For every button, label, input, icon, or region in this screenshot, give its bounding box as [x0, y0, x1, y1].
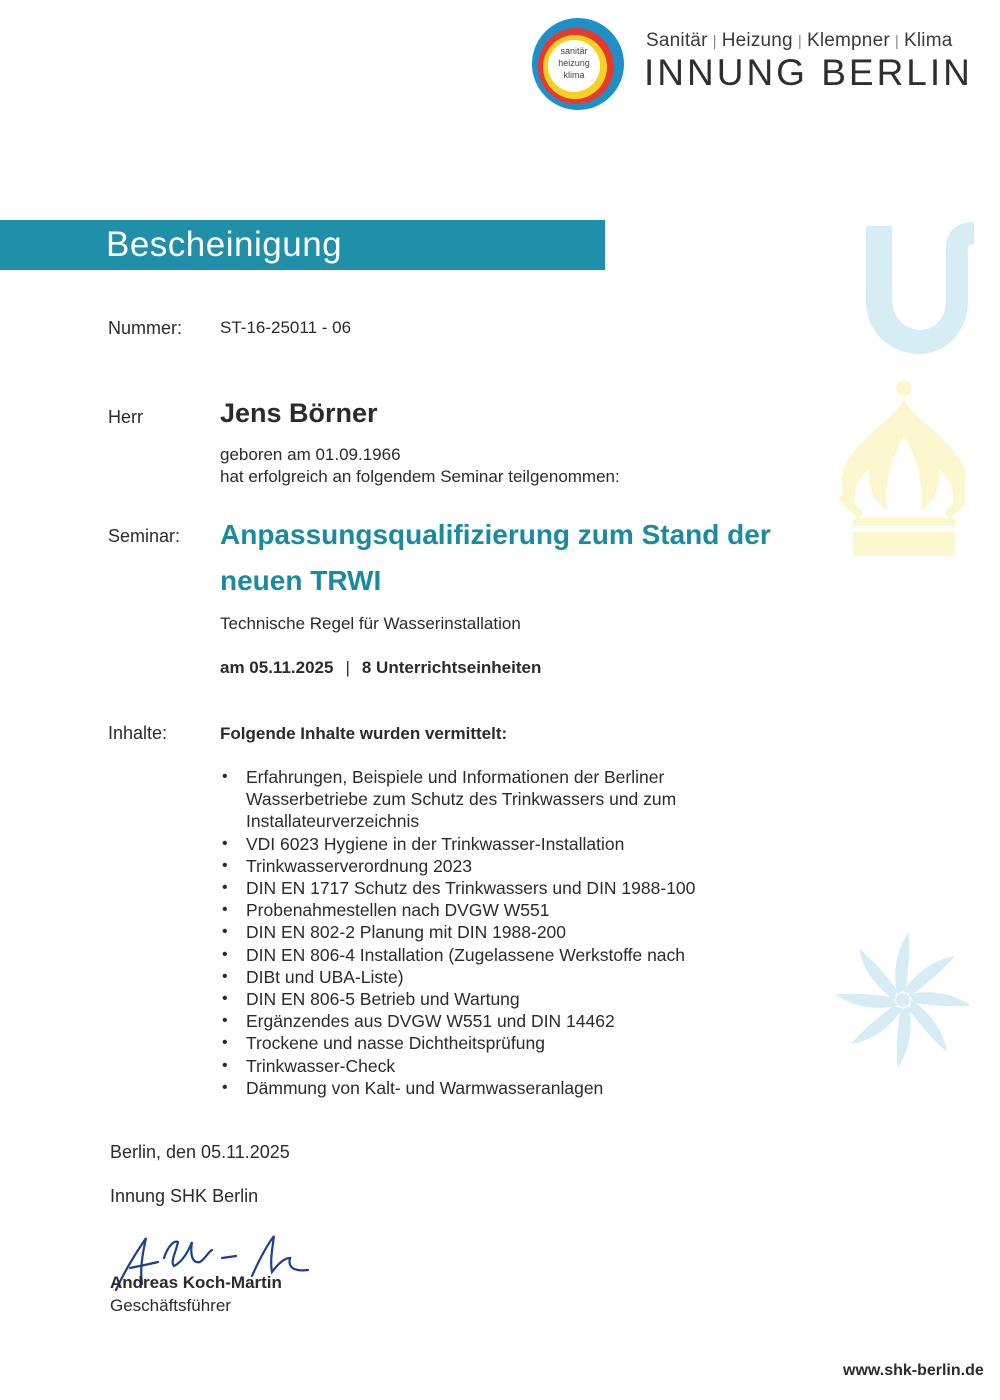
issuer: Innung SHK Berlin	[110, 1186, 259, 1206]
tagline-separator: |	[894, 33, 899, 50]
seminar-title: Anpassungsqualifizierung zum Stand der neuen TRWI	[220, 519, 771, 596]
pipe-icon	[858, 218, 980, 358]
list-item: • Trockene und nasse Dichtheitsprüfung	[220, 1032, 780, 1054]
logo-badge-text: klima	[563, 70, 585, 80]
participation-statement: hat erfolgreich an folgendem Seminar teilgenommen:	[220, 467, 620, 486]
website-link[interactable]: www.shk-berlin.de	[843, 1362, 984, 1379]
list-item: • Probenahmestellen nach DVGW W551	[220, 899, 780, 921]
contents-list	[220, 766, 780, 1099]
list-item: • DIN EN 802-2 Planung mit DIN 1988-200	[220, 921, 780, 943]
tagline-item: Klima	[903, 30, 953, 51]
list-item: • DIBt und UBA-Liste)	[220, 966, 780, 988]
place-date: Berlin, den 05.11.2025	[110, 1142, 290, 1162]
seminar-label: Seminar:	[108, 526, 181, 546]
contents-intro: Folgende Inhalte wurden vermittelt:	[220, 724, 508, 743]
list-item: • DIN EN 806-5 Betrieb und Wartung	[220, 988, 780, 1010]
list-item: • Erfahrungen, Beispiele und Informationen der Berliner Wasserbetriebe zum Schutz des Trinkwassers und zum Installateurverzeichnis	[220, 766, 780, 833]
contents-label: Inhalte:	[108, 723, 168, 743]
logo-badge-text: sanitär	[560, 46, 588, 56]
list-item: • VDI 6023 Hygiene in der Trinkwasser-Installation	[220, 833, 780, 855]
seminar-date: am 05.11.2025	[220, 658, 334, 677]
org-tagline	[646, 30, 953, 52]
tagline-item: Klempner	[806, 30, 890, 51]
list-item: • DIN EN 806-4 Installation (Zugelassene Werkstoffe nach	[220, 944, 780, 966]
tagline-item: Heizung	[721, 30, 793, 51]
seal-logo-icon	[530, 16, 626, 112]
salutation: Herr	[108, 407, 143, 427]
list-item: • DIN EN 1717 Schutz des Trinkwassers und DIN 1988-100	[220, 877, 780, 899]
logo-badge-text: heizung	[558, 58, 590, 68]
seminar-subtitle: Technische Regel für Wasserinstallation	[220, 614, 521, 633]
recipient-name: Jens Börner	[220, 398, 378, 428]
signer-role: Geschäftsführer	[110, 1296, 231, 1315]
tagline-separator: |	[712, 33, 717, 50]
list-item: • Trinkwasserverordnung 2023	[220, 855, 780, 877]
list-item: • Ergänzendes aus DVGW W551 und DIN 14462	[220, 1010, 780, 1032]
tagline-item: Sanitär	[646, 30, 708, 51]
birth-date: geboren am 01.09.1966	[220, 445, 401, 464]
list-item: • Trinkwasser-Check	[220, 1055, 780, 1077]
document-title: Bescheinigung	[106, 225, 343, 264]
signer-name: Andreas Koch-Martin	[110, 1273, 282, 1292]
list-item: • Dämmung von Kalt- und Warmwasseranlagen	[220, 1077, 780, 1099]
separator: |	[345, 658, 350, 677]
number-label: Nummer:	[108, 318, 183, 338]
tagline-separator: |	[797, 33, 802, 50]
seminar-units: 8 Unterrichtseinheiten	[361, 658, 542, 677]
certificate-number: ST-16-25011 - 06	[220, 318, 352, 337]
org-name: INNUNG BERLIN	[644, 52, 973, 93]
fan-icon	[833, 930, 973, 1070]
seminar-date-line	[220, 658, 541, 678]
flame-icon	[835, 378, 965, 558]
